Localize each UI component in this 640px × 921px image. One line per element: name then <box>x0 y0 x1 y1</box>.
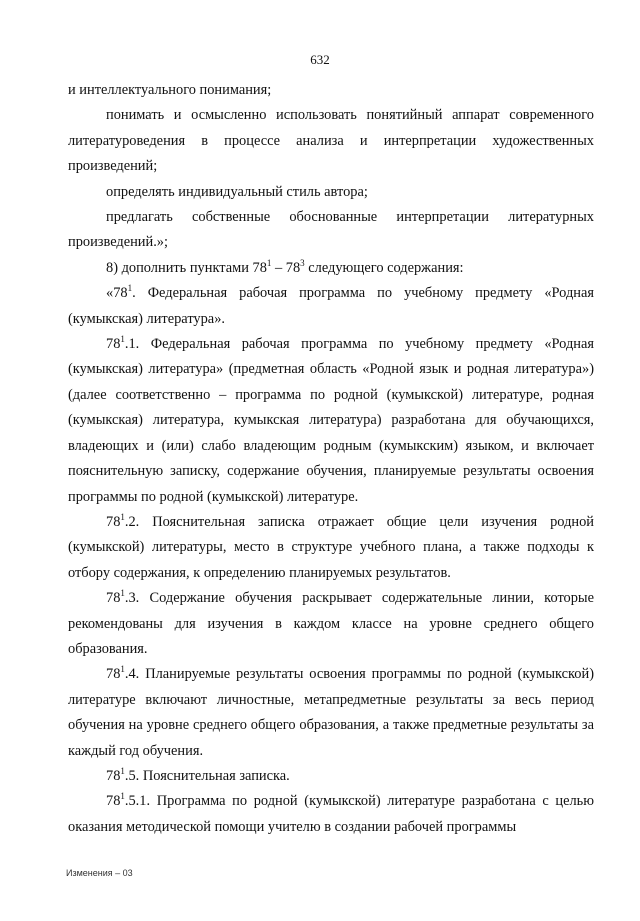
page-number: 632 <box>310 52 330 67</box>
paragraph-9-text-a: 78 <box>106 590 121 607</box>
paragraph-6-text-a: «78 <box>106 285 128 302</box>
paragraph-9 <box>68 586 594 662</box>
paragraph-10-text-a: 78 <box>106 666 121 683</box>
paragraph-5 <box>68 256 594 281</box>
paragraph-6 <box>68 281 594 332</box>
paragraph-12 <box>68 789 594 840</box>
paragraph-5-text-c: следующего содержания: <box>304 259 464 276</box>
paragraph-7-text-a: 78 <box>106 336 121 353</box>
paragraph-6-text-b: . Федеральная рабочая программа по учебному предмету «Родная (кумыкская) литература». <box>68 285 594 327</box>
superscript: 1 <box>127 283 133 294</box>
superscript: 1 <box>120 765 125 776</box>
superscript: 1 <box>120 334 125 345</box>
paragraph-5-text-a: 8) дополнить пунктами 78 <box>106 259 267 276</box>
superscript: 1 <box>120 511 125 522</box>
paragraph-7-text-b: .1. Федеральная рабочая программа по учебному предмету «Родная (кумыкская) литература» (предметная область «Родной язык и родная литература») (далее соответственно – программа по родной (кумыкской) литературе, родная (кумыкская) литература, кумыкская литература) разработана для обучающихся, владеющих и (или) слабо владеющим родным (кумыкским) языком, и включает пояснительную записку, содержание обучения, планируемые результаты освоения программы по родной (кумыкской) литературе. <box>68 336 594 505</box>
footer-revision-note: Изменения – 03 <box>66 868 133 878</box>
paragraph-4: предлагать собственные обоснованные интерпретации литературных произведений.»; <box>68 209 594 251</box>
paragraph-8-text-b: .2. Пояснительная записка отражает общие цели изучения родной (кумыкской) литературы, место в структуре учебного плана, а также подходы к отбору содержания, к определению планируемых результатов. <box>68 513 594 581</box>
paragraph-5-text-b: – 78 <box>271 259 301 276</box>
paragraph-3: определять индивидуальный стиль автора; <box>106 183 368 200</box>
paragraph-10 <box>68 662 594 764</box>
paragraph-11-text-a: 78 <box>106 767 121 784</box>
paragraph-12-text-a: 78 <box>106 793 121 810</box>
paragraph-2: понимать и осмысленно использовать понятийный аппарат современного литературоведения в процессе анализа и интерпретации художественных произведений; <box>68 107 594 175</box>
paragraph-1: и интеллектуального понимания; <box>68 82 272 98</box>
superscript: 1 <box>120 664 125 675</box>
paragraph-8-text-a: 78 <box>106 513 121 530</box>
document-body <box>68 78 594 840</box>
superscript: 1 <box>266 257 272 268</box>
paragraph-11-text-b: .5. Пояснительная записка. <box>124 767 290 784</box>
paragraph-8 <box>68 510 594 586</box>
paragraph-7 <box>68 332 594 510</box>
paragraph-12-text-b: .5.1. Программа по родной (кумыкской) литературе разработана с целью оказания методической помощи учителю в создании рабочей программы <box>68 793 594 835</box>
superscript: 1 <box>120 791 125 802</box>
paragraph-9-text-b: .3. Содержание обучения раскрывает содержательные линии, которые рекомендованы для изучения в каждом классе на уровне среднего общего образования. <box>68 590 594 657</box>
paragraph-10-text-b: .4. Планируемые результаты освоения программы по родной (кумыкской) литературе включают личностные, метапредметные результаты за весь период обучения на уровне среднего общего образования, а также предметные результаты за каждый год обучения. <box>68 666 594 759</box>
superscript: 1 <box>120 588 125 599</box>
paragraph-11 <box>68 764 594 789</box>
superscript: 3 <box>300 257 305 268</box>
